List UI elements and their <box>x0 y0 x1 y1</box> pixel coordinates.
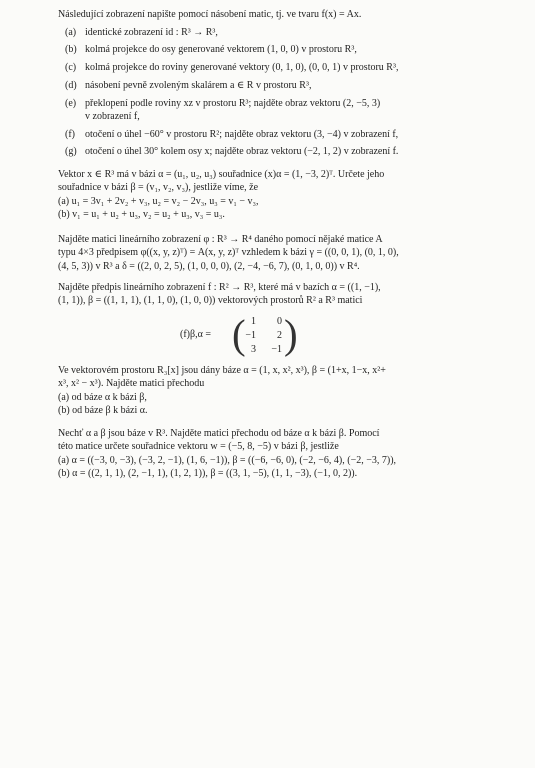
right-paren: ) <box>284 311 298 357</box>
exercise-2-line: Vektor x ∈ R³ má v bázi α = (u₁, u₂, u₃) souřadnice (x)α = (1, −3, 2)ᵀ. Určete jeho <box>58 169 385 180</box>
exercise-4-line: (1, 1)), β = ((1, 1, 1), (1, 1, 0), (1, 0, 0)) vektorových prostorů R² a R³ matici <box>58 295 363 307</box>
matrix-cell: 1 <box>251 316 256 327</box>
matrix-cell: 0 <box>277 316 282 327</box>
exercise-5-line: (a) od báze α k bázi β, <box>58 391 147 403</box>
exercise-2 <box>58 168 488 222</box>
matrix-label: (f)β,α = <box>180 329 211 340</box>
exercise-3 <box>58 233 488 273</box>
exercise-3-line: Najděte matici lineárního zobrazení φ : R³ → R⁴ daného pomocí nějaké matice A <box>58 234 383 245</box>
matrix-cell: 3 <box>251 344 256 355</box>
exercise-6-line: této matice určete souřadnice vektoru w = (−5, 8, −5) v bázi β, jestliže <box>58 441 339 453</box>
list-item <box>65 26 488 39</box>
exercise-3-line: (4, 5, 3)) v R³ a δ = ((2, 0, 2, 5), (1, 0, 0, 0), (2, −4, −6, 7), (0, 1, 0, 0)) v R⁴. <box>58 260 360 272</box>
exercise-5 <box>58 364 488 418</box>
exercise-1 <box>58 8 488 159</box>
matrix-cell: −1 <box>271 344 282 355</box>
exercise-5-line: Ve vektorovém prostoru R₃[x] jsou dány báze α = (1, x, x², x³), β = (1+x, 1−x, x²+ <box>58 365 386 376</box>
item-text: kolmá projekce do osy generované vektorem (1, 0, 0) v prostoru R³, <box>85 44 357 56</box>
matrix-cell: 2 <box>277 330 282 341</box>
exercise-2-line: (a) u₁ = 3v₁ + 2v₂ + v₃, u₂ = v₂ − 2v₃, u₃ = v₁ − v₃, <box>58 195 259 207</box>
list-item <box>65 43 488 56</box>
list-item <box>65 97 488 124</box>
item-label: (d) <box>65 79 77 91</box>
list-item <box>65 128 488 141</box>
item-text: otočení o úhel −60° v prostoru R²; najděte obraz vektoru (3, −4) v zobrazení f, <box>85 128 399 140</box>
list-item <box>65 145 488 158</box>
item-label: (c) <box>65 62 77 74</box>
exercise-6-line: Nechť α a β jsou báze v R³. Najděte matici přechodu od báze α k bázi β. Pomocí <box>58 428 380 439</box>
item-text: násobení pevně zvoleným skalárem a ∈ R v prostoru R³, <box>85 79 312 91</box>
exercise-5-line: x³, x² − x³). Najděte matici přechodu <box>58 378 205 390</box>
item-text: identické zobrazení id : R³ → R³, <box>85 26 218 38</box>
list-item <box>65 61 488 74</box>
item-text: otočení o úhel 30° kolem osy x; najděte obraz vektoru (−2, 1, 2) v zobrazení f. <box>85 146 399 158</box>
exercise-2-line: souřadnice v bázi β = (v₁, v₂, v₃), jestliže víme, že <box>58 182 259 194</box>
exercise-2-line: (b) v₁ = u₁ + u₂ + u₃, v₂ = u₂ + u₃, v₃ = u₃. <box>58 209 225 221</box>
matrix-cell: −1 <box>245 330 256 341</box>
exercise-4 <box>58 281 488 308</box>
exercise-6 <box>58 427 488 481</box>
left-paren: ( <box>232 311 246 357</box>
item-label: (g) <box>65 146 77 158</box>
exercise-4-line: Najděte předpis lineárního zobrazení f : R² → R³, které má v bazích α = ((1, −1), <box>58 282 381 293</box>
exercise-1-items <box>65 26 488 159</box>
item-label: (e) <box>65 97 77 109</box>
exercise-5-line: (b) od báze β k bázi α. <box>58 405 148 417</box>
exercise-6-line: (b) α = ((2, 1, 1), (2, −1, 1), (1, 2, 1)), β = ((3, 1, −5), (1, 1, −3), (−1, 0, 2)). <box>58 468 358 480</box>
item-text: překlopení podle roviny xz v prostoru R³; najděte obraz vektoru (2, −5, 3) <box>85 97 381 109</box>
item-text-continued: v zobrazení f, <box>85 110 140 122</box>
exercise-4-matrix <box>180 311 340 357</box>
item-label: (a) <box>65 26 77 38</box>
item-text: kolmá projekce do roviny generované vektory (0, 1, 0), (0, 0, 1) v prostoru R³, <box>85 62 399 74</box>
exercise-3-line: typu 4×3 předpisem φ((x, y, z)ᵀ) = A(x, y, z)ᵀ vzhledem k bázi γ = ((0, 0, 1), (0, 1, 0), <box>58 247 399 259</box>
item-label: (f) <box>65 128 75 140</box>
item-label: (b) <box>65 44 77 56</box>
exercise-1-intro: Následující zobrazení napište pomocí násobení matic, tj. ve tvaru f(x) = Ax. <box>58 9 362 20</box>
list-item <box>65 79 488 92</box>
exercise-6-line: (a) α = ((−3, 0, −3), (−3, 2, −1), (1, 6, −1)), β = ((−6, −6, 0), (−2, −6, 4), (−2, −3, 7)), <box>58 454 397 466</box>
